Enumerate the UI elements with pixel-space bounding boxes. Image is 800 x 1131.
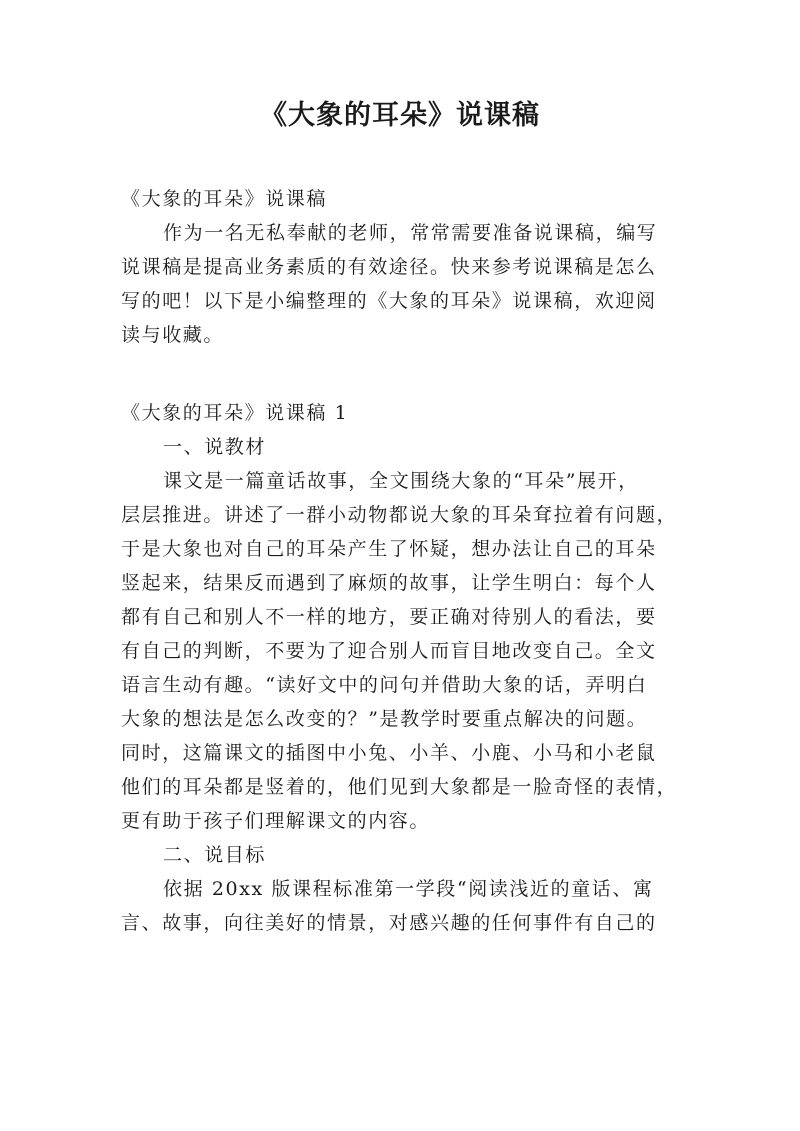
document-body [121, 182, 703, 940]
paragraph-line: 说课稿是提高业务素质的有效途径。快来参考说课稿是怎么 [121, 256, 657, 278]
paragraph-line: 言、故事，向往美好的情景，对感兴趣的任何事件有自己的 [121, 912, 657, 934]
paragraph-line: 都有自己和别人不一样的地方，要正确对待别人的看法，要 [121, 606, 657, 628]
paragraph-line: 有自己的判断，不要为了迎合别人而盲目地改变自己。全文 [121, 640, 657, 662]
paragraph-line: 层层推进。讲述了一群小动物都说大象的耳朵耷拉着有问题， [121, 504, 678, 526]
paragraph-line: 同时，这篇课文的插图中小兔、小羊、小鹿、小马和小老鼠 [121, 742, 657, 764]
paragraph-line: 作为一名无私奉献的老师，常常需要准备说课稿，编写 [163, 222, 658, 244]
paragraph-line: 他们的耳朵都是竖着的，他们见到大象都是一脸奇怪的表情， [121, 776, 678, 798]
section-spacer [121, 352, 703, 396]
intro-heading: 《大象的耳朵》说课稿 [121, 188, 328, 210]
part-heading: 二、说目标 [163, 844, 267, 866]
paragraph-line: 于是大象也对自己的耳朵产生了怀疑，想办法让自己的耳朵 [121, 538, 657, 560]
paragraph-line: 语言生动有趣。“读好文中的问句并借助大象的话，弄明白 [121, 674, 648, 696]
paragraph-line: 依据 20xx 版课程标准第一学段“阅读浅近的童话、寓 [163, 878, 654, 900]
section-heading: 《大象的耳朵》说课稿 1 [121, 402, 349, 424]
part-heading: 一、说教材 [163, 436, 267, 458]
document-title: 《大象的耳朵》说课稿 [260, 100, 540, 131]
paragraph-line: 竖起来，结果反而遇到了麻烦的故事，让学生明白：每个人 [121, 572, 657, 594]
paragraph-line: 大象的想法是怎么改变的？”是教学时要重点解决的问题。 [121, 708, 648, 730]
paragraph-line: 写的吧！以下是小编整理的《大象的耳朵》说课稿，欢迎阅 [121, 290, 657, 312]
paragraph-line: 读与收藏。 [121, 324, 225, 346]
paragraph-line: 课文是一篇童话故事，全文围绕大象的“耳朵”展开， [163, 470, 639, 492]
paragraph-line: 更有助于孩子们理解课文的内容。 [121, 810, 431, 832]
